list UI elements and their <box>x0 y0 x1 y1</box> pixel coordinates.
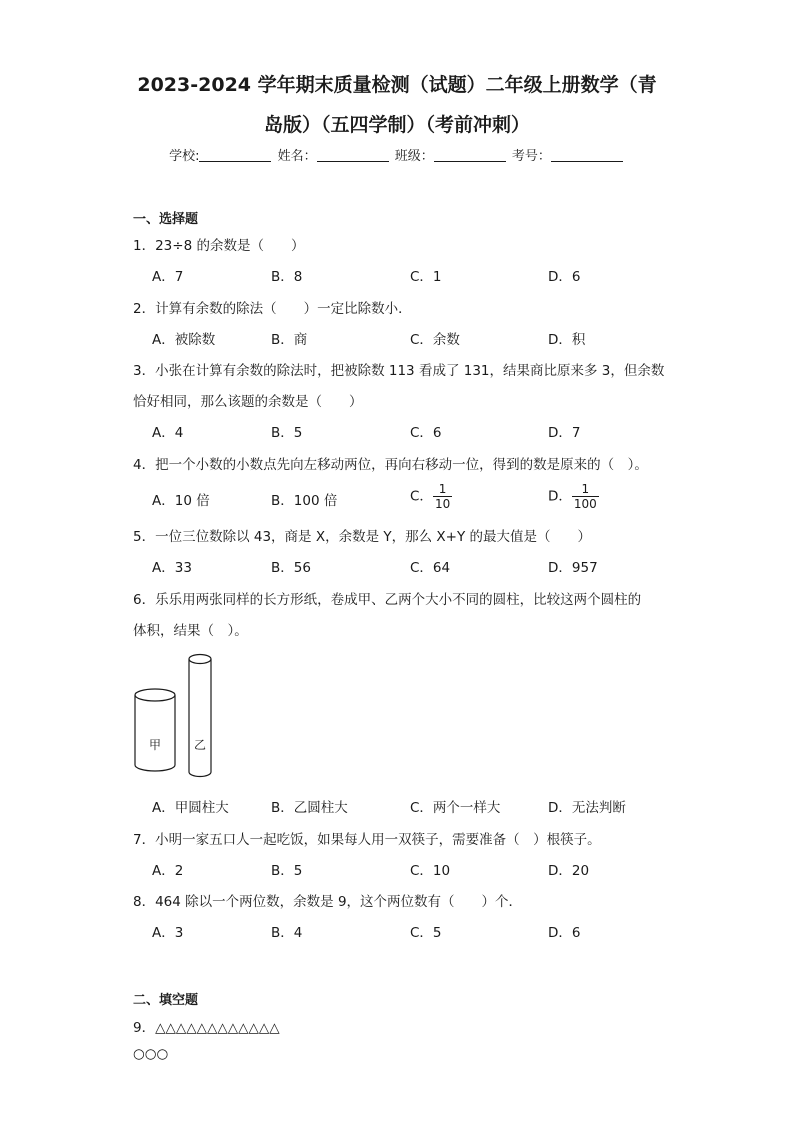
question-9-line-2: ○○○ <box>133 1046 169 1062</box>
question-3-line-1: 3．小张在计算有余数的除法时，把被除数 113 看成了 131，结果商比原来多 3，但余数 <box>133 363 665 379</box>
q8-option-d[interactable]: D．6 <box>548 925 581 941</box>
question-6-line-2: 体积，结果（ ）。 <box>133 623 248 639</box>
title-line-2: 岛版）（五四学制）（考前冲刺） <box>263 114 530 136</box>
q8-option-c[interactable]: C．5 <box>410 925 442 941</box>
q7-option-c[interactable]: C．10 <box>410 863 451 879</box>
q4-option-c[interactable] <box>410 482 452 511</box>
page-title <box>110 65 684 145</box>
question-4: 4．把一个小数的小数点先向左移动两位，再向右移动一位，得到的数是原来的（ ）。 <box>133 457 648 473</box>
q3-option-b[interactable]: B．5 <box>271 425 303 441</box>
q3-option-c[interactable]: C．6 <box>410 425 442 441</box>
q1-option-b[interactable]: B．8 <box>271 269 303 285</box>
school-blank[interactable] <box>199 148 271 162</box>
q5-option-d[interactable]: D．957 <box>548 560 598 576</box>
question-9-line-1: 9．△△△△△△△△△△△△ <box>133 1020 280 1036</box>
number-blank[interactable] <box>551 148 623 162</box>
q3-option-d[interactable]: D．7 <box>548 425 581 441</box>
school-label: 学校: <box>169 149 200 164</box>
cylinder-jia <box>135 689 175 771</box>
q8-option-b[interactable]: B．4 <box>271 925 303 941</box>
question-1: 1．23÷8 的余数是（ ） <box>133 238 305 254</box>
q4-option-c-prefix: C． <box>410 488 433 505</box>
q5-option-b[interactable]: B．56 <box>271 560 311 576</box>
question-8: 8．464 除以一个两位数，余数是 9，这个两位数有（ ）个． <box>133 894 523 910</box>
title-line-1: 2023-2024 学年期末质量检测（试题）二年级上册数学（青 <box>137 74 657 96</box>
q4-option-a[interactable]: A．10 倍 <box>152 493 210 509</box>
q1-option-a[interactable]: A．7 <box>152 269 184 285</box>
section-fill-heading: 二、填空题 <box>133 993 199 1008</box>
section-choice-heading: 一、选择题 <box>133 212 199 227</box>
cylinder-yi <box>189 655 211 777</box>
q2-option-b[interactable]: B．商 <box>271 332 308 348</box>
q4-option-b[interactable]: B．100 倍 <box>271 493 338 509</box>
cylinder-yi-label: 乙 <box>193 738 207 752</box>
q4-option-d-denominator: 100 <box>573 497 597 511</box>
q5-option-a[interactable]: A．33 <box>152 560 192 576</box>
q7-option-d[interactable]: D．20 <box>548 863 590 879</box>
question-5: 5．一位三位数除以 43，商是 X，余数是 Y，那么 X+Y 的最大值是（ ） <box>133 529 592 545</box>
q1-option-d[interactable]: D．6 <box>548 269 581 285</box>
q2-option-d[interactable]: D．积 <box>548 332 586 348</box>
class-blank[interactable] <box>434 148 506 162</box>
q2-option-c[interactable]: C．余数 <box>410 332 460 348</box>
q4-option-d[interactable] <box>548 482 599 511</box>
q7-option-a[interactable]: A．2 <box>152 863 184 879</box>
q2-option-a[interactable]: A．被除数 <box>152 332 216 348</box>
q4-option-d-fraction <box>572 482 599 511</box>
student-info <box>0 145 794 164</box>
number-label: 考号： <box>511 149 551 164</box>
q4-option-c-denominator: 10 <box>434 497 451 511</box>
question-3-line-2: 恰好相同，那么该题的余数是（ ） <box>133 394 363 410</box>
q7-option-b[interactable]: B．5 <box>271 863 303 879</box>
q6-option-d[interactable]: D．无法判断 <box>548 800 626 816</box>
question-2: 2．计算有余数的除法（ ）一定比除数小． <box>133 301 412 317</box>
question-6-line-1: 6．乐乐用两张同样的长方形纸，卷成甲、乙两个大小不同的圆柱，比较这两个圆柱的 <box>133 592 642 608</box>
name-label: 姓名： <box>277 149 317 164</box>
q6-option-a[interactable]: A．甲圆柱大 <box>152 800 229 816</box>
q6-option-c[interactable]: C．两个一样大 <box>410 800 501 816</box>
cylinder-jia-label: 甲 <box>148 738 162 752</box>
question-7: 7．小明一家五口人一起吃饭，如果每人用一双筷子，需要准备（ ）根筷子。 <box>133 832 601 848</box>
q4-option-c-numerator: 1 <box>433 482 452 497</box>
name-blank[interactable] <box>317 148 389 162</box>
q5-option-c[interactable]: C．64 <box>410 560 451 576</box>
q4-option-c-fraction <box>433 482 452 511</box>
q4-option-d-numerator: 1 <box>572 482 599 497</box>
q4-option-d-prefix: D． <box>548 488 572 505</box>
class-label: 班级： <box>394 149 434 164</box>
cylinders-figure <box>128 648 228 783</box>
q3-option-a[interactable]: A．4 <box>152 425 184 441</box>
q1-option-c[interactable]: C．1 <box>410 269 442 285</box>
q8-option-a[interactable]: A．3 <box>152 925 184 941</box>
q6-option-b[interactable]: B．乙圆柱大 <box>271 800 348 816</box>
